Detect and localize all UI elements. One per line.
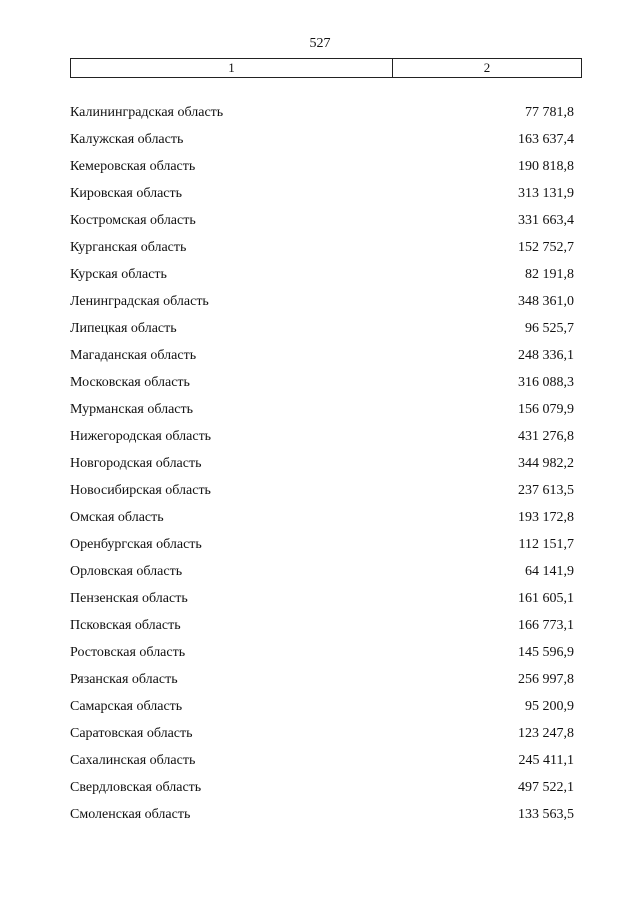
table-row	[70, 774, 574, 801]
table-row	[70, 639, 574, 666]
region-name: Сахалинская область	[70, 752, 196, 768]
region-name: Пензенская область	[70, 590, 188, 606]
table-row	[70, 234, 574, 261]
region-name: Мурманская область	[70, 401, 194, 417]
region-value: 316 088,3	[518, 374, 574, 390]
column-header-2: 2	[483, 60, 491, 75]
region-value: 145 596,9	[518, 644, 574, 660]
region-value: 344 982,2	[518, 455, 574, 471]
region-value: 256 997,8	[518, 671, 574, 687]
table-row	[70, 531, 574, 558]
region-value: 161 605,1	[518, 590, 574, 606]
region-value: 156 079,9	[518, 401, 574, 417]
column-header-table	[70, 58, 582, 78]
region-value: 96 525,7	[525, 320, 574, 336]
region-value: 166 773,1	[518, 617, 574, 633]
region-value: 64 141,9	[525, 563, 574, 579]
region-value: 193 172,8	[518, 509, 574, 525]
region-name: Смоленская область	[70, 806, 191, 822]
page-number: 527	[309, 36, 331, 51]
region-name: Ленинградская область	[70, 293, 209, 309]
table-row	[70, 612, 574, 639]
region-name: Ростовская область	[70, 644, 186, 660]
table-row	[70, 261, 574, 288]
region-value: 245 411,1	[518, 752, 574, 768]
table-row	[70, 423, 574, 450]
table-row	[70, 342, 574, 369]
region-value: 82 191,8	[525, 266, 574, 282]
region-value: 313 131,9	[518, 185, 574, 201]
column-header-1: 1	[71, 59, 393, 77]
region-name: Новосибирская область	[70, 482, 211, 498]
table-row	[70, 126, 574, 153]
region-value: 431 276,8	[518, 428, 574, 444]
table-row	[70, 720, 574, 747]
region-name: Калужская область	[70, 131, 184, 147]
table-row	[70, 747, 574, 774]
table-row	[70, 450, 574, 477]
region-name: Нижегородская область	[70, 428, 212, 444]
region-table-body	[70, 99, 574, 828]
region-name: Липецкая область	[70, 320, 177, 336]
table-row	[70, 666, 574, 693]
region-value: 123 247,8	[518, 725, 574, 741]
region-name: Московская область	[70, 374, 190, 390]
table-row	[70, 396, 574, 423]
table-row	[70, 315, 574, 342]
region-name: Курганская область	[70, 239, 187, 255]
region-name: Калининградская область	[70, 104, 224, 120]
table-row	[70, 585, 574, 612]
region-value: 331 663,4	[518, 212, 574, 228]
region-name: Костромская область	[70, 212, 196, 228]
table-row	[70, 207, 574, 234]
region-name: Кировская область	[70, 185, 183, 201]
region-name: Курская область	[70, 266, 167, 282]
region-name: Омская область	[70, 509, 164, 525]
region-value: 77 781,8	[525, 104, 574, 120]
table-row	[70, 801, 574, 828]
table-row	[70, 180, 574, 207]
region-name: Псковская область	[70, 617, 181, 633]
table-row	[70, 153, 574, 180]
region-value: 152 752,7	[518, 239, 574, 255]
region-name: Магаданская область	[70, 347, 197, 363]
region-name: Саратовская область	[70, 725, 193, 741]
table-row	[70, 369, 574, 396]
region-name: Новгородская область	[70, 455, 202, 471]
table-row	[70, 693, 574, 720]
region-name: Кемеровская область	[70, 158, 196, 174]
table-row	[70, 504, 574, 531]
region-value: 112 151,7	[518, 536, 574, 552]
region-name: Рязанская область	[70, 671, 178, 687]
region-name: Орловская область	[70, 563, 183, 579]
table-row	[70, 288, 574, 315]
region-value: 248 336,1	[518, 347, 574, 363]
region-value: 237 613,5	[518, 482, 574, 498]
region-value: 133 563,5	[518, 806, 574, 822]
table-row	[70, 558, 574, 585]
table-row	[70, 99, 574, 126]
region-name: Самарская область	[70, 698, 183, 714]
table-row	[70, 477, 574, 504]
region-value: 497 522,1	[518, 779, 574, 795]
region-name: Оренбургская область	[70, 536, 202, 552]
region-value: 95 200,9	[525, 698, 574, 714]
region-name: Свердловская область	[70, 779, 202, 795]
region-value: 190 818,8	[518, 158, 574, 174]
region-value: 348 361,0	[518, 293, 574, 309]
region-value: 163 637,4	[518, 131, 574, 147]
